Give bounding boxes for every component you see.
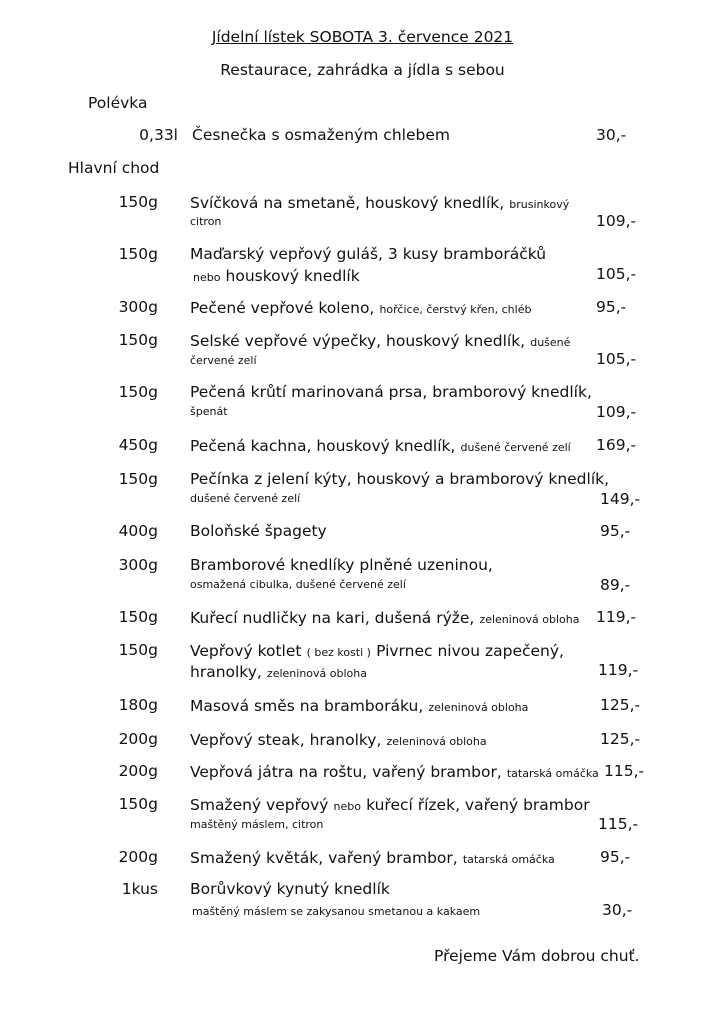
item-name-rest: Pivrnec nivou zapečený, xyxy=(376,642,564,660)
item-name: Pečená kachna, houskový knedlík, xyxy=(190,437,456,455)
item-name-line xyxy=(190,193,569,212)
item-side-line2: špenát xyxy=(190,405,228,418)
item-name-line xyxy=(190,436,571,455)
item-side: zeleninová obloha xyxy=(266,667,367,680)
item-qty: 300g xyxy=(118,556,158,574)
item-qty: 150g xyxy=(118,641,158,659)
item-qty: 200g xyxy=(118,848,158,866)
item-qty: 150g xyxy=(118,470,158,488)
item-name-line xyxy=(190,848,555,867)
item-price: 125,- xyxy=(600,696,641,714)
item-price: 89,- xyxy=(600,576,631,594)
item-price: 95,- xyxy=(600,522,631,540)
item-qty: 150g xyxy=(118,193,158,211)
item-name: Kuřecí nudličky na kari, dušená rýže, xyxy=(190,609,475,627)
item-name-line2 xyxy=(193,266,360,285)
item-name-line2 xyxy=(190,662,367,681)
item-name: Svíčková na smetaně, houskový knedlík, xyxy=(190,194,505,212)
item-qty: 300g xyxy=(118,298,158,316)
item-price: 149,- xyxy=(600,490,641,508)
item-price: 95,- xyxy=(600,848,631,866)
item-price: 125,- xyxy=(600,730,641,748)
item-name-line xyxy=(190,298,531,317)
item-name-line xyxy=(190,641,564,660)
item-note: ( bez kosti ) xyxy=(306,646,371,659)
item-name: Česnečka s osmaženým chlebem xyxy=(192,126,450,144)
item-name: Pečínka z jelení kýty, houskový a bramborový knedlík, xyxy=(190,470,610,488)
item-name-line xyxy=(190,762,599,781)
item-name-line xyxy=(190,795,590,814)
item-side: tatarská omáčka xyxy=(506,767,599,780)
item-side: tatarská omáčka xyxy=(462,853,555,866)
item-price: 30,- xyxy=(602,901,633,919)
item-side-line2: osmažená cibulka, dušené červené zelí xyxy=(190,578,406,591)
item-name: Borůvkový kynutý knedlík xyxy=(190,880,390,898)
item-price: 109,- xyxy=(596,212,637,230)
item-qty: 150g xyxy=(118,383,158,401)
item-name-line xyxy=(190,331,570,350)
item-name-cont: hranolky, xyxy=(190,663,262,681)
item-price: 169,- xyxy=(596,436,637,454)
item-side: zeleninová obloha xyxy=(479,613,580,626)
item-side: zeleninová obloha xyxy=(386,735,487,748)
item-qty: 150g xyxy=(118,608,158,626)
item-price: 109,- xyxy=(596,403,637,421)
item-side-line2: maštěný máslem, citron xyxy=(190,818,324,831)
item-name: Vepřový kotlet xyxy=(190,642,302,660)
item-name: Smažený květák, vařený brambor, xyxy=(190,849,458,867)
item-price: 95,- xyxy=(596,298,627,316)
item-name-line xyxy=(190,608,580,627)
section-heading-main: Hlavní chod xyxy=(68,159,160,177)
item-qty: 200g xyxy=(118,762,158,780)
item-side: hořčice, čerstvý křen, chléb xyxy=(379,303,532,316)
section-heading-soup: Polévka xyxy=(88,94,148,112)
item-name-line xyxy=(190,730,487,749)
item-name-line xyxy=(190,696,528,715)
item-side-line2: červené zelí xyxy=(190,354,257,367)
item-qty: 150g xyxy=(118,245,158,263)
item-name: Vepřová játra na roštu, vařený brambor, xyxy=(190,763,502,781)
item-price: 115,- xyxy=(604,762,645,780)
item-qty: 180g xyxy=(118,696,158,714)
item-name: Bramborové knedlíky plněné uzeninou, xyxy=(190,556,493,574)
item-name: Smažený vepřový xyxy=(190,796,329,814)
item-side-line2: maštěný máslem se zakysanou smetanou a kakaem xyxy=(192,905,481,918)
item-qty: 0,33l xyxy=(139,126,178,144)
item-price: 105,- xyxy=(596,350,637,368)
item-name: Pečené vepřové koleno, xyxy=(190,299,375,317)
item-name: Maďarský vepřový guláš, 3 kusy bramboráčků xyxy=(190,245,547,263)
menu-subtitle: Restaurace, zahrádka a jídla s sebou xyxy=(220,61,505,79)
item-qty: 450g xyxy=(118,436,158,454)
item-side-line2: dušené červené zelí xyxy=(190,492,301,505)
item-qty: 150g xyxy=(118,795,158,813)
item-price: 105,- xyxy=(596,265,637,283)
item-side: dušené červené zelí xyxy=(460,441,571,454)
menu-title: Jídelní lístek SOBOTA 3. července 2021 xyxy=(211,28,514,46)
footer-greeting: Přejeme Vám dobrou chuť. xyxy=(434,947,640,965)
item-connector: nebo xyxy=(333,800,361,813)
item-side: dušené xyxy=(530,336,571,349)
item-qty: 1kus xyxy=(121,880,158,898)
item-name: Selské vepřové výpečky, houskový knedlík, xyxy=(190,332,526,350)
item-name: Pečená krůtí marinovaná prsa, bramborový knedlík, xyxy=(190,383,592,401)
item-price: 119,- xyxy=(596,608,637,626)
item-name-cont: houskový knedlík xyxy=(225,267,360,285)
item-name: Vepřový steak, hranolky, xyxy=(190,731,382,749)
item-qty: 200g xyxy=(118,730,158,748)
item-name: Boloňské špagety xyxy=(190,522,327,540)
item-side-line2: citron xyxy=(190,215,222,228)
item-connector: nebo xyxy=(193,271,221,284)
item-side: brusinkový xyxy=(509,198,570,211)
item-name: Masová směs na bramboráku, xyxy=(190,697,424,715)
item-name-rest: kuřecí řízek, vařený brambor xyxy=(366,796,590,814)
item-price: 119,- xyxy=(598,661,639,679)
item-qty: 150g xyxy=(118,331,158,349)
item-price: 115,- xyxy=(598,815,639,833)
item-qty: 400g xyxy=(118,522,158,540)
item-price: 30,- xyxy=(596,126,627,144)
item-side: zeleninová obloha xyxy=(428,701,529,714)
